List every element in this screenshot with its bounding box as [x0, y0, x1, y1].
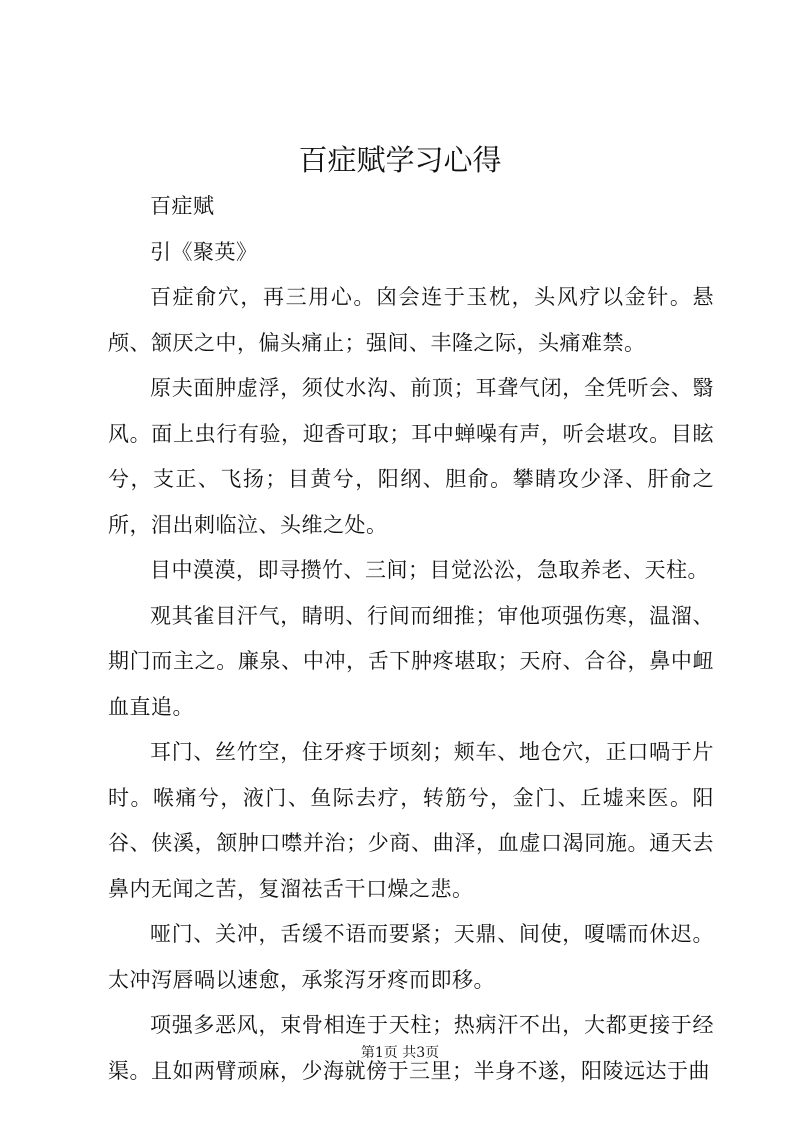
paragraph: 项强多恶风，束骨相连于天柱；热病汗不出，大都更接于经渠。且如两臂顽麻，少海就傍于三里；半身不遂，阳陵远达于曲 [108, 1013, 714, 1083]
document-body [108, 184, 714, 1094]
paragraph: 哑门、关冲，舌缓不语而要紧；天鼎、间使，嗄嚅而休迟。太冲泻唇喎以速愈，承浆泻牙疼而即移。 [108, 922, 714, 992]
paragraph: 目中漠漠，即寻攒竹、三间；目觉㳂㳂，急取养老、天柱。 [150, 558, 709, 582]
paragraph: 引《聚英》 [150, 239, 258, 264]
paragraph: 观其雀目汗气，睛明、行间而细推；审他项强伤寒，温溜、期门而主之。廉泉、中冲，舌下肿疼堪取；天府、合谷，鼻中衄血直追。 [108, 603, 714, 719]
paragraph: 百症赋 [150, 194, 215, 218]
page-footer: 第1页 共3页 [360, 1045, 440, 1061]
paragraph: 原夫面肿虚浮，须仗水沟、前顶；耳聋气闭，全凭听会、翳风。面上虫行有验，迎香可取；耳中蝉噪有声，听会堪攻。目眩兮，支正、飞扬；目黄兮，阳纲、胆俞。攀睛攻少泽、肝俞之所，泪出刺临泣、头维之处。 [108, 376, 714, 537]
paragraph: 耳门、丝竹空，住牙疼于顷刻；颊车、地仓穴，正口喎于片时。喉痛兮，液门、鱼际去疗，转筋兮，金门、丘墟来医。阳谷、侠溪，颔肿口噤并治；少商、曲泽，血虚口渴同施。通天去鼻内无闻之苦，复溜祛舌干口燥之悲。 [108, 740, 714, 901]
document-title: 百症赋学习心得 [298, 143, 502, 177]
paragraph: 百症俞穴，再三用心。囟会连于玉枕，头风疗以金针。悬颅、颔厌之中，偏头痛止；强间、丰隆之际，头痛难禁。 [108, 285, 714, 355]
